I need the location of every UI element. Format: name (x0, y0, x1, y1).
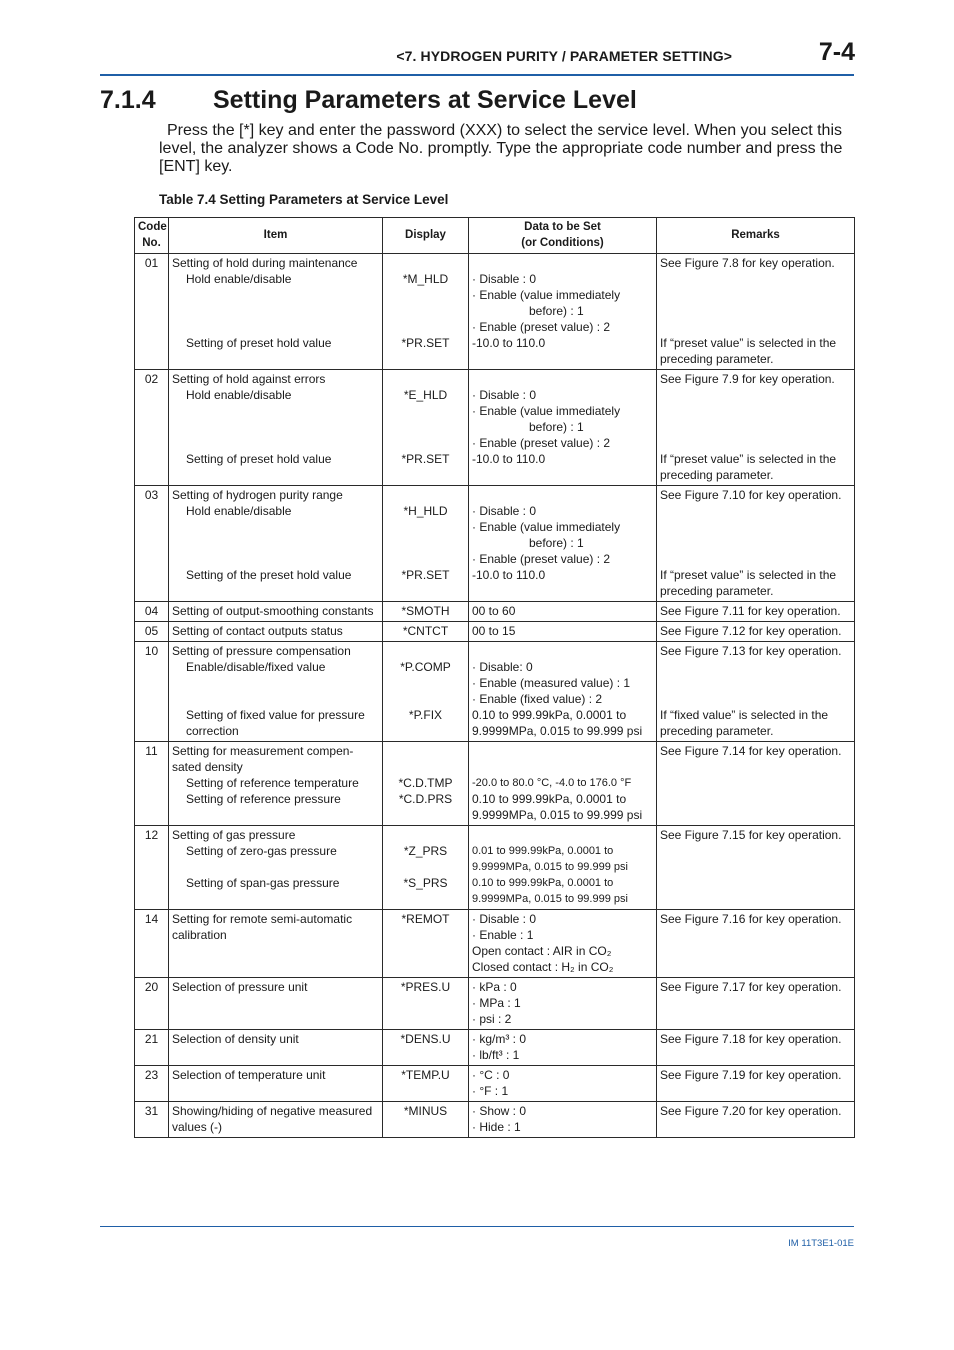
display-cell (383, 1066, 469, 1102)
remarks-line (660, 691, 851, 707)
data-line (472, 643, 653, 659)
remarks-line: See Figure 7.8 for key operation. (660, 256, 835, 270)
remarks-line (660, 287, 851, 303)
display-code (386, 691, 465, 707)
item-line: Selection of pressure unit (172, 980, 308, 994)
remarks-line: See Figure 7.20 for key operation. (660, 1104, 842, 1118)
code-no-cell: 02 (135, 370, 169, 486)
item-cell (169, 642, 383, 742)
code-no-cell: 05 (135, 622, 169, 642)
display-code: *DENS.U (400, 1032, 451, 1046)
data-cell (469, 826, 657, 910)
section-number: 7.1.4 (100, 86, 156, 114)
item-line: Setting of reference temperature (186, 776, 359, 790)
code-no-cell: 03 (135, 486, 169, 602)
remarks-line: See Figure 7.9 for key operation. (660, 372, 835, 386)
table-row (135, 1066, 855, 1102)
code-no-cell: 04 (135, 602, 169, 622)
item-line: Setting of output-smoothing constants (172, 604, 374, 618)
item-line: sated density (172, 760, 243, 774)
remarks-line: See Figure 7.10 for key operation. (660, 488, 842, 502)
display-cell (383, 642, 469, 742)
data-line: -10.0 to 110.0 (472, 452, 546, 466)
item-cell (169, 742, 383, 826)
item-line: Setting of gas pressure (172, 828, 296, 842)
table-row (135, 910, 855, 978)
item-cell (169, 486, 383, 602)
display-cell (383, 826, 469, 910)
data-line (472, 759, 653, 775)
data-line: before) : 1 (529, 304, 584, 318)
remarks-cell (657, 1066, 855, 1102)
display-code: *PR.SET (401, 568, 450, 582)
remarks-line: If “preset value” is selected in the (660, 452, 837, 466)
data-cell (469, 622, 657, 642)
display-code: *MINUS (403, 1104, 448, 1118)
item-line: Selection of temperature unit (172, 1068, 326, 1082)
data-line: 9.9999MPa, 0.015 to 99.999 psi (472, 808, 643, 822)
data-cell (469, 978, 657, 1030)
data-cell (469, 1030, 657, 1066)
service-parameter-table (134, 217, 855, 1138)
data-line: · Enable (value immediately (472, 288, 621, 302)
remarks-line (660, 659, 851, 675)
item-cell (169, 978, 383, 1030)
remarks-line: preceding parameter. (660, 352, 774, 366)
display-code (386, 759, 465, 775)
table-row (135, 1102, 855, 1138)
header-code-line: Code (138, 221, 167, 233)
remarks-cell (657, 826, 855, 910)
display-code: *M_HLD (402, 272, 449, 286)
data-line: · Disable : 0 (472, 912, 537, 926)
data-cell (469, 1066, 657, 1102)
document-id: IM 11T3E1-01E (788, 1238, 854, 1249)
remarks-line: See Figure 7.17 for key operation. (660, 980, 842, 994)
remarks-cell (657, 254, 855, 370)
display-code (386, 287, 465, 303)
data-cell (469, 642, 657, 742)
remarks-cell (657, 486, 855, 602)
remarks-line (660, 551, 851, 567)
data-line: · Enable (value immediately (472, 520, 621, 534)
display-code (386, 859, 465, 875)
remarks-line (660, 419, 851, 435)
data-line (472, 371, 653, 387)
item-line: Hold enable/disable (186, 272, 292, 286)
code-no-cell: 31 (135, 1102, 169, 1138)
item-cell (169, 602, 383, 622)
footer-rule (100, 1226, 854, 1227)
data-line: · psi : 2 (472, 1012, 512, 1026)
item-line (172, 859, 379, 875)
item-line (172, 419, 379, 435)
item-line (172, 807, 379, 823)
item-line: Setting of hold during maintenance (172, 256, 358, 270)
header-rule (100, 74, 854, 76)
data-line: 0.10 to 999.99kPa, 0.0001 to (472, 877, 614, 889)
table-header-row (135, 218, 855, 254)
header-item: Item (169, 218, 383, 254)
display-code (386, 643, 465, 659)
item-line: values (-) (172, 1120, 223, 1134)
data-line: · Enable (value immediately (472, 404, 621, 418)
remarks-line (660, 303, 851, 319)
data-line: 9.9999MPa, 0.015 to 99.999 psi (472, 861, 628, 873)
display-code (386, 827, 465, 843)
remarks-line: preceding parameter. (660, 724, 774, 738)
data-cell (469, 486, 657, 602)
data-line: · °F : 1 (472, 1084, 509, 1098)
data-line: 00 to 60 (472, 604, 516, 618)
data-cell (469, 742, 657, 826)
header-data-line: Data to be Set (524, 221, 601, 233)
data-line: · Enable (measured value) : 1 (472, 676, 631, 690)
header-remarks: Remarks (657, 218, 855, 254)
remarks-line: See Figure 7.19 for key operation. (660, 1068, 842, 1082)
data-line: 0.10 to 999.99kPa, 0.0001 to (472, 792, 627, 806)
data-line: 9.9999MPa, 0.015 to 99.999 psi (472, 724, 643, 738)
data-line: · Show : 0 (472, 1104, 527, 1118)
display-cell (383, 254, 469, 370)
remarks-cell (657, 370, 855, 486)
data-line: 0.10 to 999.99kPa, 0.0001 to (472, 708, 627, 722)
data-cell (469, 370, 657, 486)
remarks-line: preceding parameter. (660, 468, 774, 482)
item-line: Enable/disable/fixed value (186, 660, 326, 674)
item-line (172, 403, 379, 419)
display-code (386, 371, 465, 387)
code-no-cell: 20 (135, 978, 169, 1030)
item-cell (169, 622, 383, 642)
remarks-line (660, 519, 851, 535)
item-line (172, 303, 379, 319)
data-cell (469, 910, 657, 978)
data-line: · Hide : 1 (472, 1120, 521, 1134)
display-code: *C.D.PRS (398, 792, 453, 806)
item-line: Setting of pressure compensation (172, 644, 351, 658)
code-no-cell: 12 (135, 826, 169, 910)
display-code: *P.FIX (408, 708, 443, 722)
display-code (386, 403, 465, 419)
remarks-cell (657, 602, 855, 622)
display-code (386, 519, 465, 535)
display-code: *S_PRS (403, 876, 448, 890)
data-line (472, 827, 653, 843)
item-line (172, 535, 379, 551)
code-no-cell: 10 (135, 642, 169, 742)
table-row (135, 1030, 855, 1066)
display-code: *TEMP.U (401, 1068, 450, 1082)
data-line: -20.0 to 80.0 °C, -4.0 to 176.0 °F (472, 777, 632, 789)
intro-paragraph (159, 122, 859, 176)
data-cell (469, 602, 657, 622)
display-code: *CNTCT (402, 624, 449, 638)
remarks-line: See Figure 7.12 for key operation. (660, 624, 842, 638)
table-caption: Table 7.4 Setting Parameters at Service Level (159, 192, 449, 207)
table-row (135, 826, 855, 910)
display-code (386, 255, 465, 271)
data-line: 0.01 to 999.99kPa, 0.0001 to (472, 845, 614, 857)
header-conditions-line: (or Conditions) (521, 237, 604, 249)
remarks-line: See Figure 7.15 for key operation. (660, 828, 842, 842)
remarks-line: See Figure 7.11 for key operation. (660, 604, 841, 618)
data-line: -10.0 to 110.0 (472, 568, 546, 582)
header-no-line: No. (142, 237, 161, 249)
remarks-cell (657, 1030, 855, 1066)
item-cell (169, 910, 383, 978)
item-line: Setting of hydrogen purity range (172, 488, 343, 502)
remarks-line (660, 503, 851, 519)
item-cell (169, 1102, 383, 1138)
remarks-line: See Figure 7.14 for key operation. (660, 744, 842, 758)
display-code: *P.COMP (400, 660, 451, 674)
table-row (135, 254, 855, 370)
display-code (386, 435, 465, 451)
display-code: *H_HLD (403, 504, 448, 518)
remarks-line (660, 675, 851, 691)
table-row (135, 978, 855, 1030)
data-line: 00 to 15 (472, 624, 516, 638)
data-cell (469, 1102, 657, 1138)
item-line: Showing/hiding of negative measured (172, 1104, 373, 1118)
intro-text-before: Press the [ (167, 122, 244, 139)
item-line: Setting of the preset hold value (186, 568, 352, 582)
remarks-line: See Figure 7.18 for key operation. (660, 1032, 842, 1046)
display-code: *PR.SET (401, 336, 450, 350)
data-line: · Enable (preset value) : 2 (472, 552, 611, 566)
item-line: Setting of zero-gas pressure (186, 844, 337, 858)
code-no-cell: 23 (135, 1066, 169, 1102)
table-row (135, 642, 855, 742)
section-title: Setting Parameters at Service Level (213, 86, 637, 114)
remarks-line: See Figure 7.16 for key operation. (660, 912, 842, 926)
display-cell (383, 622, 469, 642)
header-display: Display (383, 218, 469, 254)
data-line: · °C : 0 (472, 1068, 510, 1082)
item-line: Setting for measurement compen- (172, 744, 354, 758)
item-line: Setting of contact outputs status (172, 624, 343, 638)
data-line: · Enable (preset value) : 2 (472, 436, 611, 450)
display-cell (383, 910, 469, 978)
intro-text-after: ] key and enter the password (XXX) to select the service level. When you select this level, the analyzer shows a Code No. promptly. Type the appropriate code number and press the [ENT] key. (159, 122, 843, 175)
display-code (386, 419, 465, 435)
chapter-header: <7. HYDROGEN PURITY / PARAMETER SETTING> (396, 48, 732, 64)
data-line: · lb/ft³ : 1 (472, 1048, 520, 1062)
data-line (472, 487, 653, 503)
table-row (135, 742, 855, 826)
remarks-line: If “preset value” is selected in the (660, 568, 837, 582)
display-cell (383, 1102, 469, 1138)
display-code (386, 743, 465, 759)
table-row (135, 622, 855, 642)
data-line: · Disable : 0 (472, 272, 537, 286)
item-line (172, 675, 379, 691)
table-row (135, 602, 855, 622)
item-line: Setting of preset hold value (186, 452, 332, 466)
item-cell (169, 1030, 383, 1066)
remarks-line (660, 271, 851, 287)
remarks-line: If “fixed value” is selected in the (660, 708, 829, 722)
data-line (472, 743, 653, 759)
item-line: calibration (172, 928, 227, 942)
display-code (386, 487, 465, 503)
item-line (172, 287, 379, 303)
remarks-line: See Figure 7.13 for key operation. (660, 644, 842, 658)
remarks-cell (657, 1102, 855, 1138)
remarks-line (660, 535, 851, 551)
remarks-line: If “preset value” is selected in the (660, 336, 837, 350)
display-code: *C.D.TMP (398, 776, 453, 790)
item-line: correction (186, 724, 239, 738)
display-code (386, 303, 465, 319)
item-cell (169, 1066, 383, 1102)
item-line (172, 551, 379, 567)
data-line: Open contact : AIR in CO₂ (472, 944, 612, 958)
star-key-glyph: * (243, 122, 250, 139)
remarks-cell (657, 978, 855, 1030)
code-no-cell: 14 (135, 910, 169, 978)
display-code (386, 535, 465, 551)
display-cell (383, 602, 469, 622)
header-code-no (135, 218, 169, 254)
item-line: Setting of preset hold value (186, 336, 332, 350)
remarks-cell (657, 622, 855, 642)
item-cell (169, 370, 383, 486)
display-code (386, 675, 465, 691)
data-line: · MPa : 1 (472, 996, 521, 1010)
item-line: Hold enable/disable (186, 504, 292, 518)
item-line (172, 891, 379, 907)
item-line (172, 319, 379, 335)
remarks-line (660, 435, 851, 451)
item-line: Hold enable/disable (186, 388, 292, 402)
data-line: · Disable: 0 (472, 660, 533, 674)
data-line: · kg/m³ : 0 (472, 1032, 527, 1046)
data-line: · Enable (preset value) : 2 (472, 320, 611, 334)
display-cell (383, 1030, 469, 1066)
display-cell (383, 978, 469, 1030)
item-line: Setting of fixed value for pressure (186, 708, 365, 722)
item-cell (169, 254, 383, 370)
remarks-line (660, 319, 851, 335)
display-cell (383, 742, 469, 826)
display-code (386, 551, 465, 567)
item-line: Selection of density unit (172, 1032, 299, 1046)
display-code: *PR.SET (401, 452, 450, 466)
item-line (172, 519, 379, 535)
display-code: *Z_PRS (403, 844, 448, 858)
display-code: *PRES.U (400, 980, 451, 994)
data-line: before) : 1 (529, 536, 584, 550)
display-code: *REMOT (401, 912, 450, 926)
data-line: -10.0 to 110.0 (472, 336, 546, 350)
data-line: · Enable (fixed value) : 2 (472, 692, 603, 706)
data-line: · Disable : 0 (472, 504, 537, 518)
table-row (135, 486, 855, 602)
remarks-cell (657, 642, 855, 742)
display-cell (383, 486, 469, 602)
display-cell (383, 370, 469, 486)
table-body (135, 254, 855, 1138)
code-no-cell: 11 (135, 742, 169, 826)
header-data (469, 218, 657, 254)
data-line: 9.9999MPa, 0.015 to 99.999 psi (472, 893, 628, 905)
page-number: 7-4 (818, 38, 855, 66)
remarks-line: preceding parameter. (660, 584, 774, 598)
display-code (386, 319, 465, 335)
item-line: Setting for remote semi-automatic (172, 912, 353, 926)
data-line: · Enable : 1 (472, 928, 534, 942)
item-line: Setting of hold against errors (172, 372, 326, 386)
item-line: Setting of span-gas pressure (186, 876, 340, 890)
table-row (135, 370, 855, 486)
data-line: · Disable : 0 (472, 388, 537, 402)
code-no-cell: 01 (135, 254, 169, 370)
remarks-line (660, 387, 851, 403)
remarks-line (660, 403, 851, 419)
display-code: *SMOTH (401, 604, 450, 618)
data-line: before) : 1 (529, 420, 584, 434)
item-line (172, 435, 379, 451)
data-cell (469, 254, 657, 370)
data-line (472, 255, 653, 271)
display-code: *E_HLD (403, 388, 448, 402)
item-cell (169, 826, 383, 910)
item-line (172, 691, 379, 707)
item-line: Setting of reference pressure (186, 792, 341, 806)
data-line: Closed contact : H₂ in CO₂ (472, 960, 614, 974)
remarks-cell (657, 742, 855, 826)
data-line: · kPa : 0 (472, 980, 517, 994)
code-no-cell: 21 (135, 1030, 169, 1066)
remarks-cell (657, 910, 855, 978)
